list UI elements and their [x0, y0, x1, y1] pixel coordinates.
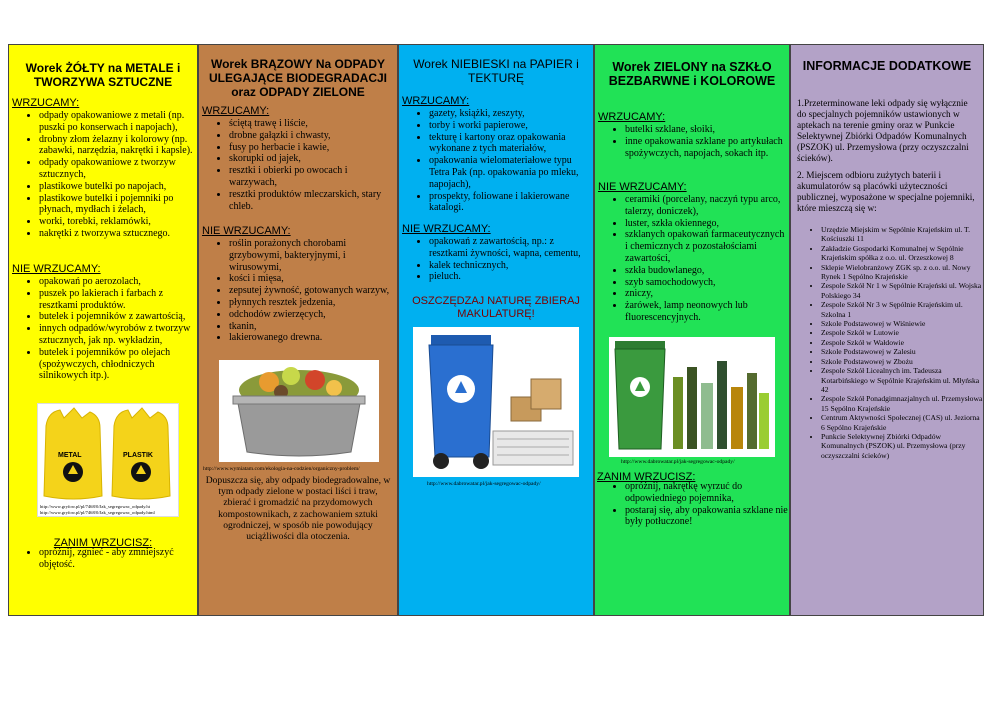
blue-slogan: OSZCZĘDZAJ NATURĘ ZBIERAJ MAKULATURĘ!	[412, 295, 580, 320]
list-item: • gazety, książki, zeszyty,	[429, 108, 593, 120]
image-caption: http://www.gryfow.pl/pl/7468/0/Jak_segregowac_odpady.html	[40, 510, 155, 515]
list-item: • Szkole Podstawowej w Zbożu	[821, 357, 983, 366]
green-zanim-list	[595, 481, 789, 528]
yellow-zanim-list	[9, 547, 197, 571]
list-item: • Zespole Szkół Nr 3 w Sępólnie Krajeńskim ul. Szkolna 1	[821, 300, 983, 319]
image-caption: http://www.gryfow.pl/pl/7468/0/Jak_segregowac_odpady.ht	[40, 504, 150, 509]
list-item: • Szkole Podstawowej w Zalesiu	[821, 347, 983, 356]
list-item: • postaraj się, aby opakowania szklane nie były potłuczone!	[625, 505, 789, 529]
list-item: • butelki szklane, słoiki,	[625, 124, 789, 136]
list-item: • żarówek, lamp neonowych lub fluorescencyjnych.	[625, 300, 789, 324]
list-item: • Zakładzie Gospodarki Komunalnej w Sępólnie Krajeńskim spółka z o.o. ul. Orzeszkowej 8	[821, 244, 983, 263]
paper-bin-image	[413, 327, 579, 477]
green-reject-label: NIE WRZUCAMY:	[598, 181, 687, 193]
list-item: • Zespole Szkół w Wałdowie	[821, 338, 983, 347]
list-item: • odpady opakowaniowe z tworzyw sztucznych,	[39, 157, 197, 181]
list-item: • szkła budowlanego,	[625, 265, 789, 277]
brown-reject-list	[199, 238, 397, 344]
bag-label-metal: METAL	[58, 452, 82, 459]
brown-reject-label: NIE WRZUCAMY:	[202, 225, 291, 237]
info-panel-title: INFORMACJE DODATKOWE	[802, 59, 972, 73]
list-item: • puszek po lakierach i farbach z resztkami produktów.	[39, 288, 197, 312]
list-item: • butelek i pojemników z zawartością,	[39, 311, 197, 323]
info-panel	[790, 44, 984, 616]
list-item: • zniczy,	[625, 288, 789, 300]
list-item: • pieluch.	[429, 271, 593, 283]
yellow-zanim-label: ZANIM WRZUCISZ:	[53, 537, 153, 549]
info-paragraph-2: 2. Miejscem odbioru zużytych baterii i akumulatorów są placówki użyteczności publicznej, wyposażone w specjalne pojemniki, które mieszczą się w:	[797, 171, 975, 214]
brown-bag-panel	[198, 44, 398, 616]
brown-panel-title: Worek BRĄZOWY Na ODPADY ULEGAJĄCE BIODEGRADACJI oraz ODPADY ZIELONE	[208, 57, 388, 99]
list-item: • opakowań z zawartością, np.: z resztkami żywności, wapna, cementu,	[429, 236, 593, 260]
list-item: • tkanin,	[229, 321, 397, 333]
list-item: • roślin porażonych chorobami grzybowymi, bakteryjnymi, i wirusowymi,	[229, 238, 397, 273]
list-item: • worki, torebki, reklamówki,	[39, 216, 197, 228]
glass-bin-graphic	[609, 337, 775, 457]
list-item: • Punkcie Selektywnej Zbiórki Odpadów Komunalnych (PSZOK) ul. Przemysłowa (przy oczyszczalni ścieków)	[821, 432, 983, 460]
list-item: • resztki i obierki po owocach i warzywach,	[229, 165, 397, 189]
image-caption: http://www.dabrowatar.pl/jak-segregowac-odpady/	[621, 459, 735, 465]
green-bag-panel	[594, 44, 790, 616]
list-item: • opróżnij, nakrętkę wyrzuć do odpowiedniego pojemnika,	[625, 481, 789, 505]
list-item: • szklanych opakowań farmaceutycznych i chemicznych z pozostałościami zawartości,	[625, 229, 789, 264]
list-item: • plastikowe butelki i pojemniki po płynach, mydłach i żelach,	[39, 193, 197, 217]
yellow-bags-image	[37, 403, 179, 517]
list-item: • Urzędzie Miejskim w Sępólnie Krajeńskim ul. T. Kościuszki 11	[821, 225, 983, 244]
green-accept-label: WRZUCAMY:	[598, 111, 666, 123]
yellow-bag-panel	[8, 44, 198, 616]
list-item: • Szkole Podstawowej w Wiśniewie	[821, 319, 983, 328]
list-item: • lakierowanego drewna.	[229, 332, 397, 344]
list-item: • ściętą trawę i liście,	[229, 118, 397, 130]
blue-accept-list	[399, 108, 593, 214]
green-reject-list	[595, 194, 789, 324]
compost-bin-image	[219, 360, 379, 462]
image-caption: http://www.wymiatam.com/ekologia-na-codzien/organiczny-problem/	[203, 466, 360, 472]
list-item: • szyb samochodowych,	[625, 277, 789, 289]
list-item: • kalek technicznych,	[429, 260, 593, 272]
brown-accept-label: WRZUCAMY:	[202, 105, 270, 117]
paper-bin-graphic	[413, 327, 579, 477]
battery-locations-list	[791, 225, 983, 460]
yellow-reject-label: NIE WRZUCAMY:	[12, 263, 101, 275]
list-item: • Zespole Szkół Licealnych im. Tadeusza Kotarbińskiego w Sępólnie Krajeńskim ul. Młyńska 42	[821, 366, 983, 394]
yellow-accept-label: WRZUCAMY:	[12, 97, 80, 109]
list-item: • odchodów zwierzęcych,	[229, 309, 397, 321]
list-item: • luster, szkła okiennego,	[625, 218, 789, 230]
glass-bin-image	[609, 337, 775, 457]
brown-note: Dopuszcza się, aby odpady biodegradowalne, w tym odpady zielone w postaci liści i traw, zbierać i gromadzić na przydomowych kompostownikach, z zachowaniem sztuki ogrodniczej, w sposób nie powodujący uciążliwości dla otoczenia.	[205, 475, 391, 543]
list-item: • kości i mięsa,	[229, 273, 397, 285]
yellow-reject-list	[9, 276, 197, 382]
list-item: • odpady opakowaniowe z metali (np. puszki po konserwach i napojach),	[39, 110, 197, 134]
list-item: • torby i worki papierowe,	[429, 120, 593, 132]
list-item: • ceramiki (porcelany, naczyń typu arco, talerzy, doniczek),	[625, 194, 789, 218]
bag-label-plastic: PLASTIK	[123, 452, 153, 459]
blue-reject-label: NIE WRZUCAMY:	[402, 223, 491, 235]
compost-graphic	[219, 360, 379, 462]
list-item: • Zespole Szkół Ponadgimnazjalnych ul. Przemysłowa 15 Sępólno Krajeńskie	[821, 394, 983, 413]
list-item: • tekturę i kartony oraz opakowania wykonane z tych materiałów,	[429, 132, 593, 156]
list-item: • butelek i pojemników po olejach (spożywczych, chłodniczych silnikowych itp.).	[39, 347, 197, 382]
list-item: • Zespole Szkół Nr 1 w Sępólnie Krajeński ul. Wojska Polskiego 34	[821, 281, 983, 300]
blue-bag-panel	[398, 44, 594, 616]
image-caption: http://www.dabrowatar.pl/jak-segregowac-odpady/	[427, 481, 541, 487]
list-item: • opakowań po aerozolach,	[39, 276, 197, 288]
list-item: • prospekty, foliowane i lakierowane katalogi.	[429, 191, 593, 215]
list-item: • skorupki od jajek,	[229, 153, 397, 165]
info-paragraph-1: 1.Przeterminowane leki odpady się wyłącznie do specjalnych pojemników ustawionych w aptekach na terenie gminy oraz w Punkcie Selektywnej Zbiórki Odpadów Komunalnych (PSZOK) ul. Przemysłowa (przy oczyszczalni ścieków).	[797, 99, 969, 164]
blue-panel-title: Worek NIEBIESKI na PAPIER i TEKTURĘ	[413, 57, 579, 85]
list-item: • fusy po herbacie i kawie,	[229, 142, 397, 154]
yellow-panel-title: Worek ŻÓŁTY na METALE i TWORZYWA SZTUCZNE	[25, 61, 181, 89]
list-item: • drobny złom żelazny i kolorowy (np. zabawki, narzędzia, nakrętki i kapsle).	[39, 134, 197, 158]
green-accept-list	[595, 124, 789, 159]
list-item: • płynnych resztek jedzenia,	[229, 297, 397, 309]
list-item: • opakowania wielomateriałowe typu Tetra Pak (np. opakowania po mleku, napojach),	[429, 155, 593, 190]
green-zanim-label: ZANIM WRZUCISZ:	[597, 471, 696, 483]
list-item: • drobne gałązki i chwasty,	[229, 130, 397, 142]
blue-accept-label: WRZUCAMY:	[402, 95, 470, 107]
list-item: • Sklepie Wielobranżowy ZGK sp. z o.o. ul. Nowy Rynek 1 Sępólno Krajeńskie	[821, 263, 983, 282]
list-item: • Centrum Aktywności Społecznej (CAS) ul. Jeziorna 6 Sępólno Krajeńskie	[821, 413, 983, 432]
list-item: • innych odpadów/wyrobów z tworzyw sztucznych, jak np. wykładzin,	[39, 323, 197, 347]
list-item: • opróżnij, zgnieć - aby zmniejszyć objętość.	[39, 547, 197, 571]
brown-accept-list	[199, 118, 397, 212]
yellow-accept-list	[9, 110, 197, 240]
list-item: • Zespole Szkół w Lutowie	[821, 328, 983, 337]
list-item: • plastikowe butelki po napojach,	[39, 181, 197, 193]
list-item: • inne opakowania szklane po artykułach spożywczych, napojach, sokach itp.	[625, 136, 789, 160]
list-item: • nakrętki z tworzywa sztucznego.	[39, 228, 197, 240]
blue-reject-list	[399, 236, 593, 283]
list-item: • resztki produktów mleczarskich, stary chleb.	[229, 189, 397, 213]
green-panel-title: Worek ZIELONY na SZKŁO BEZBARWNE i KOLOROWE	[608, 60, 776, 88]
list-item: • zepsutej żywność, gotowanych warzyw,	[229, 285, 397, 297]
